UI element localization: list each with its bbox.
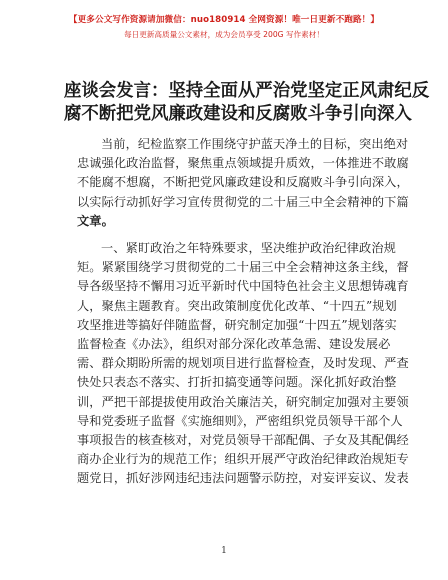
body-line: 攻坚推进等搞好伴随监督，研究制定加强“十四五”规划落实 [77, 317, 397, 332]
body-line: 不能腐不想腐，不断把党风廉政建设和反腐败斗争引向深入， [77, 175, 409, 190]
body-line: 事项报告的核查核对，对党员领导干部配偶、子女及其配偶经 [77, 433, 409, 448]
body-line: 忠诚强化政治监督，聚焦重点领域提升质效，一体推进不敢腐 [77, 156, 409, 171]
body-line: 当前，纪检监察工作围绕守护蓝天净土的目标，突出绝对 [101, 137, 409, 151]
body-line: 导各级坚持不懈用习近平新时代中国特色社会主义思想铸魂育 [77, 279, 409, 294]
body-line: 一、紧盯政治之年特殊要求，坚决维护政治纪律政治规 [101, 241, 396, 256]
page-number: 1 [221, 546, 227, 556]
body-line: 商办企业行为的规范工作；组织开展严守政治纪律政治规矩专 [77, 452, 409, 467]
body-line: 需、群众期盼所需的规划项目进行监督检查，及时发现、严查 [77, 356, 409, 371]
promo-banner-line1: 【更多公文写作资源请加微信：nuo180914 全网资源！唯一日更新不跑路！】 [68, 15, 380, 25]
body-line: 人，聚焦主题教育。突出政策制度优化改革、“十四五”规划 [77, 298, 397, 313]
document-title [64, 80, 430, 126]
body-line: 训，严把干部提拔使用政治关廉洁关，研究制定加强对主要领 [77, 394, 409, 409]
body-line: 文章。 [77, 213, 114, 228]
body-line: 题党日，抓好涉网违纪违法问题警示防控，对妄评妄议、发表 [77, 471, 409, 486]
title-line: 座谈会发言：坚持全面从严治党坚定正风肃纪反 [64, 81, 430, 101]
body-line: 以实际行动抓好学习宣传贯彻党的二十届三中全会精神的下篇 [77, 194, 409, 209]
section-1-paragraph [77, 239, 409, 489]
intro-paragraph [77, 135, 409, 231]
body-line: 监督检查《办法》，组织对部分深化改革急需、建设发展必 [77, 337, 391, 352]
body-line: 导和党委班子监督《实施细则》，严密组织党员领导干部个人 [77, 413, 403, 428]
document-body [77, 135, 409, 489]
title-line: 腐不断把党风廉政建设和反腐败斗争引向深入 [64, 104, 412, 124]
promo-banner-line2: 每日更新高质量公文素材，成为会员享受 200G 写作素材！ [124, 30, 324, 39]
body-line: 快处只表态不落实、打折扣搞变通等问题。深化抓好政治整 [77, 375, 397, 390]
body-line: 矩。紧紧围绕学习贯彻党的二十届三中全会精神这条主线，督 [77, 260, 409, 275]
